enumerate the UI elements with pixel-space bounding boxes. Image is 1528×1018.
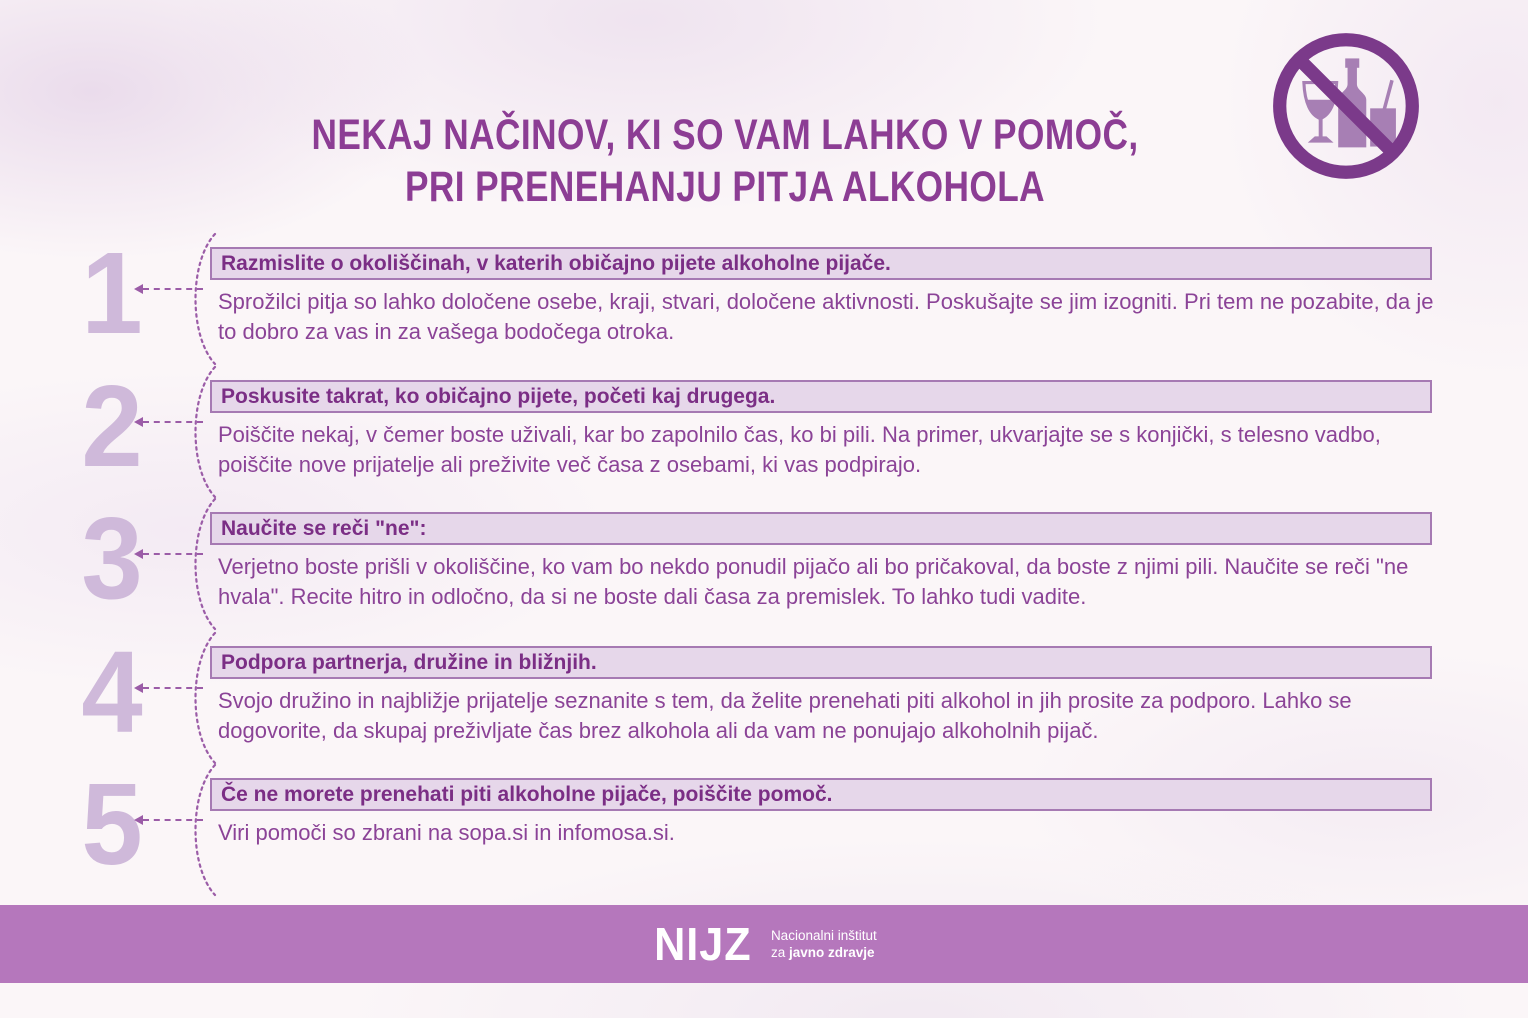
item-body: Svojo družino in najbližje prijatelje seznanite s tem, da želite prenehati piti alkohol in jih prosite za podporo. Lahko se dogovorite, da skupaj preživljate čas brez alkohola ali da vam ne ponujajo alkoholnih pijač. bbox=[218, 688, 1352, 743]
org-line2: za javno zdravje bbox=[770, 945, 875, 960]
item-number: 2 bbox=[81, 361, 143, 491]
arrow-left-icon bbox=[134, 815, 143, 825]
tip-item-1 bbox=[0, 228, 1528, 382]
nijz-org-name bbox=[771, 927, 877, 961]
nijz-logo-text: NIJZ bbox=[654, 918, 752, 970]
footer-banner bbox=[0, 905, 1528, 983]
item-heading: Naučite se reči "ne": bbox=[210, 512, 1432, 545]
arrow-left-icon bbox=[134, 549, 143, 559]
item-heading: Razmislite o okoliščinah, v katerih običajno pijete alkoholne pijače. bbox=[210, 247, 1432, 280]
tip-item-4 bbox=[0, 627, 1528, 781]
item-body: Poiščite nekaj, v čemer boste uživali, kar bo zapolnilo čas, ko bi pili. Na primer, ukvarjajte se s konjički, s telesno vadbo, poiščite nove prijatelje ali preživite več časa z osebami, ki vas podpirajo. bbox=[218, 422, 1381, 477]
org-line1: Nacionalni inštitut bbox=[770, 928, 877, 943]
item-number: 4 bbox=[81, 627, 143, 757]
item-heading: Če ne morete prenehati piti alkoholne pijače, poiščite pomoč. bbox=[210, 778, 1432, 811]
item-heading: Podpora partnerja, družine in bližnjih. bbox=[210, 646, 1432, 679]
tip-item-3 bbox=[0, 493, 1528, 647]
page-title bbox=[0, 109, 1450, 213]
page-title-line2: PRI PRENEHANJU PITJA ALKOHOLA bbox=[404, 162, 1046, 211]
arrow-left-icon bbox=[134, 284, 143, 294]
arrow-left-icon bbox=[134, 417, 143, 427]
item-body: Viri pomoči so zbrani na sopa.si in infomosa.si. bbox=[218, 820, 675, 845]
item-body: Sprožilci pitja so lahko določene osebe, kraji, stvari, določene aktivnosti. Poskušajte se jim izogniti. Pri tem ne pozabite, da je to dobro za vas in za vašega bodočega otroka. bbox=[218, 289, 1434, 344]
item-number: 1 bbox=[81, 228, 143, 358]
item-body: Verjetno boste prišli v okoliščine, ko vam bo nekdo ponudil pijačo ali bo pričakoval, da boste z njimi pili. Naučite se reči "ne hvala". Recite hitro in odločno, da si ne boste dali časa za premislek. To lahko tudi vadite. bbox=[218, 554, 1409, 609]
item-heading: Poskusite takrat, ko običajno pijete, početi kaj drugega. bbox=[210, 380, 1432, 413]
arrow-left-icon bbox=[134, 683, 143, 693]
tip-item-5 bbox=[0, 759, 1528, 913]
item-number: 3 bbox=[81, 493, 143, 623]
tip-item-2 bbox=[0, 361, 1528, 515]
no-alcohol-icon bbox=[1268, 28, 1424, 184]
nijz-logo bbox=[651, 918, 877, 970]
item-number: 5 bbox=[81, 759, 143, 889]
page-title-line1: NEKAJ NAČINOV, KI SO VAM LAHKO V POMOČ, bbox=[311, 110, 1139, 159]
